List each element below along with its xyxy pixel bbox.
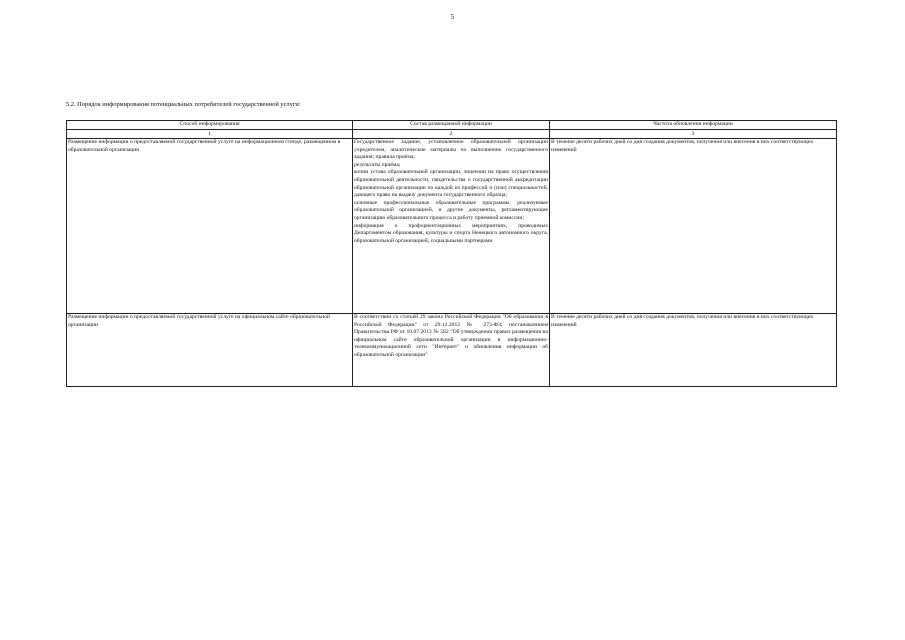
content-cell — [353, 314, 550, 387]
content-line: В соответствии со статьёй 29 закона Российской Федерации "Об образовании в Российской Федерации" от 29.12.2012 № 273-ФЗ; постановлением Правительства РФ от 10.07.2013 № 582 "Об утверждении правил размещения на официальном сайте образовательной организации в информационно-телекоммуникационной сети "Интернет" и обновления информации об образовательной организации" — [354, 314, 548, 358]
column-header-method: Способ информирования — [67, 121, 353, 130]
table-row — [67, 139, 837, 314]
content-line: Государственное задание, установленное образовательной организации учредителем, аналитические материалы по выполнению государственного задания; правила приёма; — [354, 139, 548, 161]
table-row — [67, 314, 837, 387]
section-heading: 5.2. Порядок информирования потенциальных потребителей государственной услуги: — [66, 101, 301, 108]
page-number: 5 — [450, 13, 455, 21]
column-number-row — [67, 130, 837, 139]
frequency-cell: В течение десяти рабочих дней со дня создания документов, получения или внесения в них соответствующих изменений — [550, 314, 837, 387]
column-number: 1 — [67, 130, 353, 139]
content-cell — [353, 139, 550, 314]
content-line: информация о профориентационных мероприятиях, проводимых Департаментом образования, культуры и спорта Ненецкого автономного округа, образовательной организацией, социальными партнерами — [354, 222, 548, 244]
frequency-cell: В течение десяти рабочих дней со дня создания документов, получения или внесения в них соответствующих изменений — [550, 139, 837, 314]
method-cell: Размещение информации о предоставляемой государственной услуге на информационном стенде, размещенном в образовательной организации — [67, 139, 353, 314]
column-header-frequency: Частота обновления информации — [550, 121, 837, 130]
method-cell: Размещение информации о предоставляемой государственной услуге на официальном сайте образовательной организации — [67, 314, 353, 387]
column-header-content: Состав размещаемой информации — [353, 121, 550, 130]
content-line: основные профессиональные образовательные программы, реализуемые образовательной организацией, и другие документы, регламентирующие организацию образовательного процесса и работу приемной комиссии; — [354, 199, 548, 221]
information-table — [66, 120, 837, 387]
table-header-row — [67, 121, 837, 130]
column-number: 2 — [353, 130, 550, 139]
column-number: 3 — [550, 130, 837, 139]
content-line: копии устава образовательной организации, лицензии на право осуществления образовательной деятельности, свидетельства о государственной аккредитации образовательной организации по каждой из профессий и (или) специальностей, дающего право на выдачу документа государственного образца; — [354, 169, 548, 199]
content-line: результаты приёма; — [354, 161, 401, 168]
